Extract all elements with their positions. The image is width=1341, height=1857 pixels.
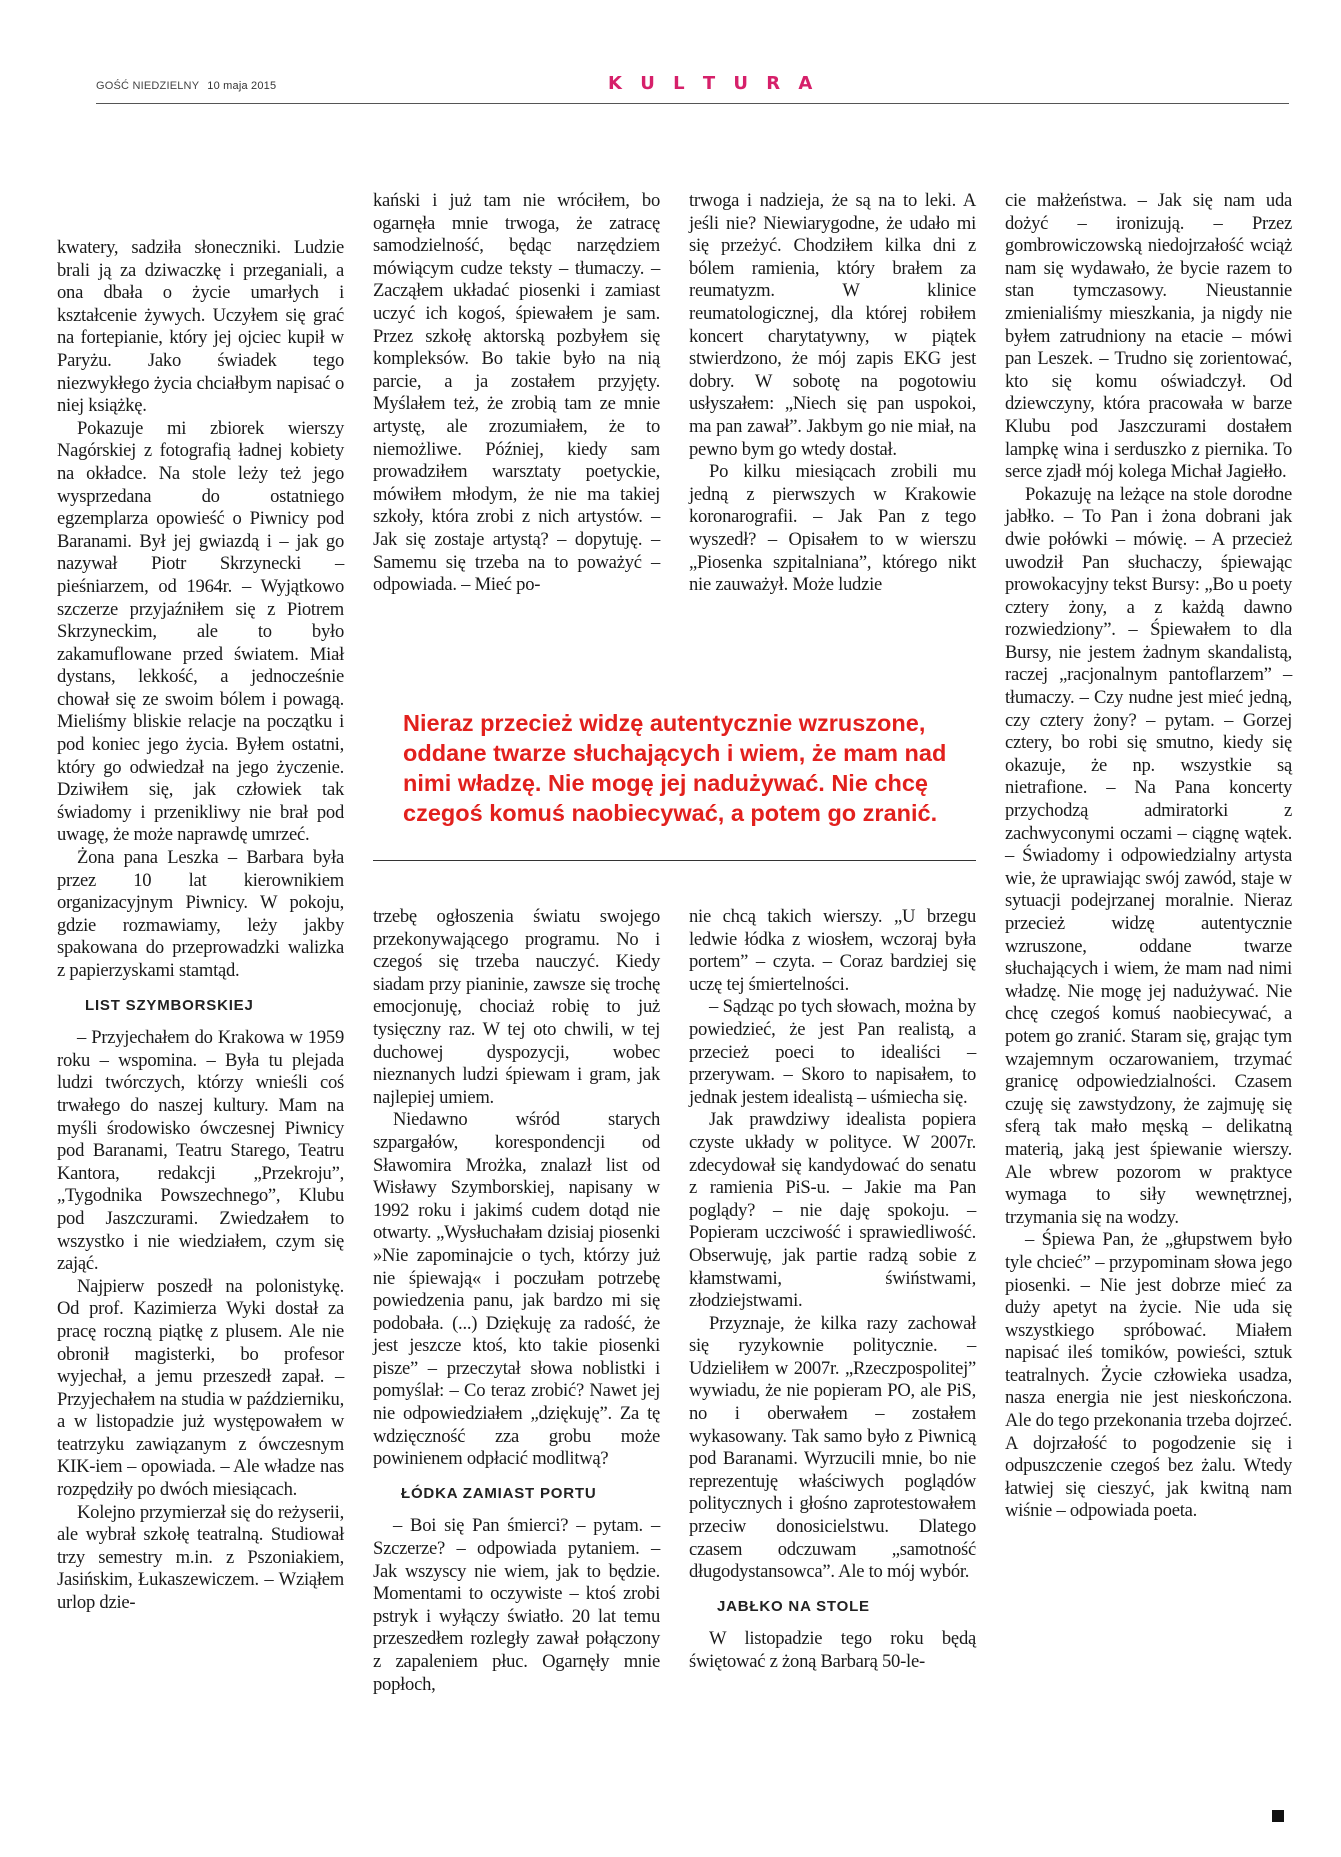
paragraph: nie chcą takich wierszy. „U brzegu ledwie łódka z wiosłem, wczoraj była portem” – czyta. – Coraz bardziej się uczę tej śmiertelności. — [689, 906, 976, 995]
paragraph: Po kilku miesiącach zrobili mu jedną z pierwszych w Krakowie koronarografii. – Jak Pan z tego wyszedł? – Opisałem to w wierszu „Piosenka szpitalniana”, którego nikt nie zauważył. Może ludzie — [689, 461, 976, 596]
column-2-bottom — [373, 906, 660, 1696]
paragraph: – Boi się Pan śmierci? – pytam. – Szczerze? – odpowiada pytaniem. – Jak wszyscy nie wiem, jak to będzie. Momentami to oczywiste – ktoś zrobi pstryk i wyłączy światło. 20 lat temu przeszedłem rozległy zawał połączony z zapaleniem płuc. Ogarnęły mnie popłoch, — [373, 1515, 660, 1695]
paragraph: Kolejno przymierzał się do reżyserii, ale wybrał szkołę teatralną. Studiował trzy semestry m.in. z Pszoniakiem, Jasińskim, Łukaszewiczem. – Wziąłem urlop dzie- — [57, 1501, 344, 1614]
paragraph: cie małżeństwa. – Jak się nam uda dożyć – ironizują. – Przez gombrowiczowską niedojrzałość wciąż nam się wydawało, że bycie razem to stan tymczasowy. Nieustannie zmienialiśmy mieszkania, ja nigdy nie byłem zatrudniony na etacie – mówi pan Leszek. – Trudno się zorientować, kto się komu oświadczył. Od dziewczyny, która pracowała w barze Klubu pod Jaszczurami dostałem lampkę wina i serduszko z piernika. To serce zjadł mój kolega Michał Jagiełło. — [1005, 190, 1292, 483]
column-4 — [1005, 190, 1292, 1523]
paragraph: Pokazuje mi zbiorek wierszy Nagórskiej z fotografią ładnej kobiety na okładce. Na stole leży też jego wysprzedana do ostatniego egzemplarza opowieść o Piwnicy pod Baranami. Był jej gwiazdą i – jak go nazywał Piotr Skrzynecki – pieśniarzem, od 1964r. – Wyjątkowo szczerze przyjaźniłem się z Piotrem Skrzyneckim, ale to było zakamuflowane przed światem. Miał dystans, lekkość, a jednocześnie chował się ze swoim bólem i powagą. Mieliśmy bliskie relacje na początku i pod koniec jego życia. Byłem ostatni, który go odwiedzał na jego życzenie. Dziwiłem się, jak człowiek tak świadomy i przenikliwy nie brał pod uwagę, że może naprawdę umrzeć. — [57, 417, 344, 846]
paragraph: kański i już tam nie wróciłem, bo ogarnęła mnie trwoga, że zatracę samodzielność, będąc narzędziem mówiącym cudze teksty – tłumaczy. – Zacząłem układać piosenki i zamiast uczyć ich kogoś, śpiewałem je sam. Przez szkołę aktorską pozbyłem się kompleksów. Bo takie było na nią parcie, a ja zostałem przyjęty. Myślałem też, że zrobią tam ze mnie artystę, ale zrozumiałem, że to niemożliwe. Później, kiedy sam prowadziłem warsztaty poetyckie, mówiłem młodym, że nie ma takiej szkoły, która zrobi z nich artystów. – Jak się zostaje artystą? – dopytuję. – Samemu się trzeba na to poważyć – odpowiada. – Mieć po- — [373, 190, 660, 596]
column-3-bottom — [689, 906, 976, 1674]
issue-date: 10 maja 2015 — [207, 80, 277, 92]
column-1 — [57, 237, 344, 1615]
subheading-list-szymborskiej: LIST SZYMBORSKIEJ — [85, 996, 254, 1014]
page-header — [96, 73, 1289, 104]
paragraph: Niedawno wśród starych szpargałów, korespondencji od Sławomira Mrożka, znalazł list od Wisławy Szymborskiej, napisany w 1992 roku i jakimś cudem dotąd nie otwarty. „Wysłuchałam dzisiaj piosenki »Nie zapominajcie o tych, którzy już nie śpiewają« i poczułam potrzebę powiedzenia panu, jak bardzo mi się podobała. (...) Dziękuję za radość, że jest jeszcze ktoś, kto takie piosenki pisze” – przeczytał słowa noblistki i pomyślał: – Co teraz zrobić? Nawet jej nie odpowiedziałem „dziękuję”. Za tę wdzięczność zza grobu może powinienem odpłacić modlitwą? — [373, 1109, 660, 1470]
pull-quote: Nieraz przecież widzę autentycznie wzruszone, oddane twarze słuchających i wiem, że mam nad nimi władzę. Nie mogę jej nadużywać. Nie chcę czegoś komuś naobiecywać, a potem go zranić. — [403, 710, 947, 826]
subheading-jablko-na-stole: JABŁKO NA STOLE — [717, 1597, 870, 1615]
section-title: K U L T U R A — [608, 73, 819, 94]
paragraph: – Sądząc po tych słowach, można by powiedzieć, że jest Pan realistą, a przecież poeci to idealiści – przerywam. – Skoro to napisałem, to jednak jestem idealistą – uśmiecha się. — [689, 996, 976, 1108]
paragraph: Żona pana Leszka – Barbara była przez 10 lat kierownikiem organizacyjnym Piwnicy. W pokoju, gdzie rozmawiamy, leży jakby spakowana do przeprowadzki walizka z papierzyskami stamtąd. — [57, 847, 344, 981]
paragraph: trwoga i nadzieja, że są na to leki. A jeśli nie? Niewiarygodne, że udało mi się przeżyć. Chodziłem kilka dni z bólem ramienia, który brałem za reumatyzm. W klinice reumatologicznej, dla której robiłem koncert charytatywny, w piątek stwierdzono, że mój zapis EKG jest dobry. W sobotę na pogotowiu usłyszałem: „Niech się pan uspokoi, ma pan zawał”. Jakbym go nie miał, na pewno bym go wtedy dostał. — [689, 190, 976, 460]
column-3-top — [689, 190, 976, 597]
paragraph: W listopadzie tego roku będą świętować z żoną Barbarą 50-le- — [689, 1628, 976, 1672]
paragraph: – Przyjechałem do Krakowa w 1959 roku – wspomina. – Była tu plejada ludzi twórczych, którzy wnieśli coś trwałego do naszej kultury. Mam na myśli środowisko ówczesnej Piwnicy pod Baranami, Teatru Starego, Teatru Kantora, redakcji „Przekroju”, „Tygodnika Powszechnego”, Klubu pod Jaszczurami. Zwiedzałem to wszystko i nie wiedziałem, czym się zająć. — [57, 1027, 344, 1275]
paragraph: Jak prawdziwy idealista popiera czyste układy w polityce. W 2007r. zdecydował się kandydować do senatu z ramienia PiS-u. – Jakie ma Pan poglądy? – nie daję spokoju. – Popieram uczciwość i sprawiedliwość. Obserwuję, jak partie radzą sobie z kłamstwami, świństwami, złodziejstwami. — [689, 1109, 976, 1312]
publication-name: GOŚĆ NIEDZIELNY — [96, 80, 200, 92]
pull-quote-divider — [373, 860, 976, 861]
paragraph: Przyznaje, że kilka razy zachował się ryzykownie politycznie. – Udzieliłem w 2007r. „Rzeczpospolitej” wywiadu, że nie popieram PO, ale PiS, no i oberwałem – zostałem wykasowany. Tak samo było z Piwnicą pod Baranami. Wyrzucili mnie, bo nie reprezentuję właściwych poglądów politycznych i głośno zaprotestowałem przeciw donosicielstwu. Dlatego czasem odczuwam „samotność długodystansowca”. Ale to mój wybór. — [689, 1312, 976, 1583]
paragraph: Pokazuję na leżące na stole dorodne jabłko. – To Pan i żona dobrani jak dwie połówki – mówię. – A przecież uwodził Pan słuchaczy, śpiewając prowokacyjny tekst Bursy: „Bo u poety cztery żony, a z każdą dawno rozwiedziony”. – Śpiewałem to dla Bursy, nie jestem żadnym skandalistą, raczej „racjonalnym pantoflarzem” – tłumaczy. – Czy nudne jest mieć jedną, czy cztery żony? – pytam. – Gorzej cztery, bo robi się smutno, kiedy się okazuje, że np. wszystkie są nietrafione. – Na Pana koncerty przychodzą admiratorki z zachwyconymi oczami – ciągnę wątek. – Świadomy i odpowiedzialny artysta wie, że uprawiając swój zawód, staje w sytuacji podejrzanej moralnie. Nieraz przecież widzę autentycznie wzruszone, oddane twarze słuchających i wiem, że mam nad nimi władzę. Nie mogę jej nadużywać. Nie chcę czegoś komuś naobiecywać, a potem go zranić. Staram się, grając tym wzajemnym oczarowaniem, trzymać granicę odpowiedzialności. Czasem czuję się zawstydzony, że zajmuję się sferą tak mało męską – delikatną materią, jaką jest śpiewanie wierszy. Ale wbrew pozorom w praktyce wymaga to siły wewnętrznej, trzymania się na wodzy. — [1005, 483, 1292, 1228]
subheading-lodka-zamiast-portu: ŁÓDKA ZAMIAST PORTU — [401, 1484, 597, 1502]
end-square-icon — [1272, 1810, 1284, 1822]
paragraph: – Śpiewa Pan, że „głupstwem było tyle chcieć” – przypominam słowa jego piosenki. – Nie jest dobrze mieć za duży apetyt na życie. Nie uda się wszystkiego spróbować. Miałem napisać ileś tomików, powieści, sztuk teatralnych. Życie człowieka usadza, nasza energia nie jest nieskończona. Ale do tego przekonania trzeba dojrzeć. A dojrzałość to pogodzenie się i odpuszczenie czegoś bez żalu. Wtedy łatwiej się cieszyć, jak kwitną nam wiśnie – odpowiada poeta. — [1005, 1229, 1292, 1522]
paragraph: kwatery, sadziła słoneczniki. Ludzie brali ją za dziwaczkę i przeganiali, a ona dbała o życie umarłych i kształcenie żywych. Uczyłem się grać na fortepianie, który jej ojciec kupił w Paryżu. Jako świadek tego niezwykłego życia chciałbym napisać o niej książkę. — [57, 237, 344, 417]
folio — [96, 80, 276, 92]
paragraph: Najpierw poszedł na polonistykę. Od prof. Kazimierza Wyki dostał za pracę roczną piątkę z plusem. Ale nie obronił magisterki, bo profesor wyjechał, a jemu przeszedł zapał. – Przyjechałem na studia w październiku, a w listopadzie już występowałem w teatrzyku zawiązanym z ówczesnym KIK-iem – opowiada. – Ale władze nas rozpędziły po dwóch miesiącach. — [57, 1275, 344, 1501]
column-2-top — [373, 190, 660, 597]
paragraph: trzebę ogłoszenia światu swojego przekonywającego programu. No i czegoś się trzeba nauczyć. Kiedy siadam przy pianinie, zawsze się trochę emocjonuję, chociaż robię to już tysięczny raz. W tej oto chwili, w tej duchowej dyspozycji, wobec nieznanych ludzi śpiewam i gram, jak najlepiej umiem. — [373, 906, 660, 1108]
